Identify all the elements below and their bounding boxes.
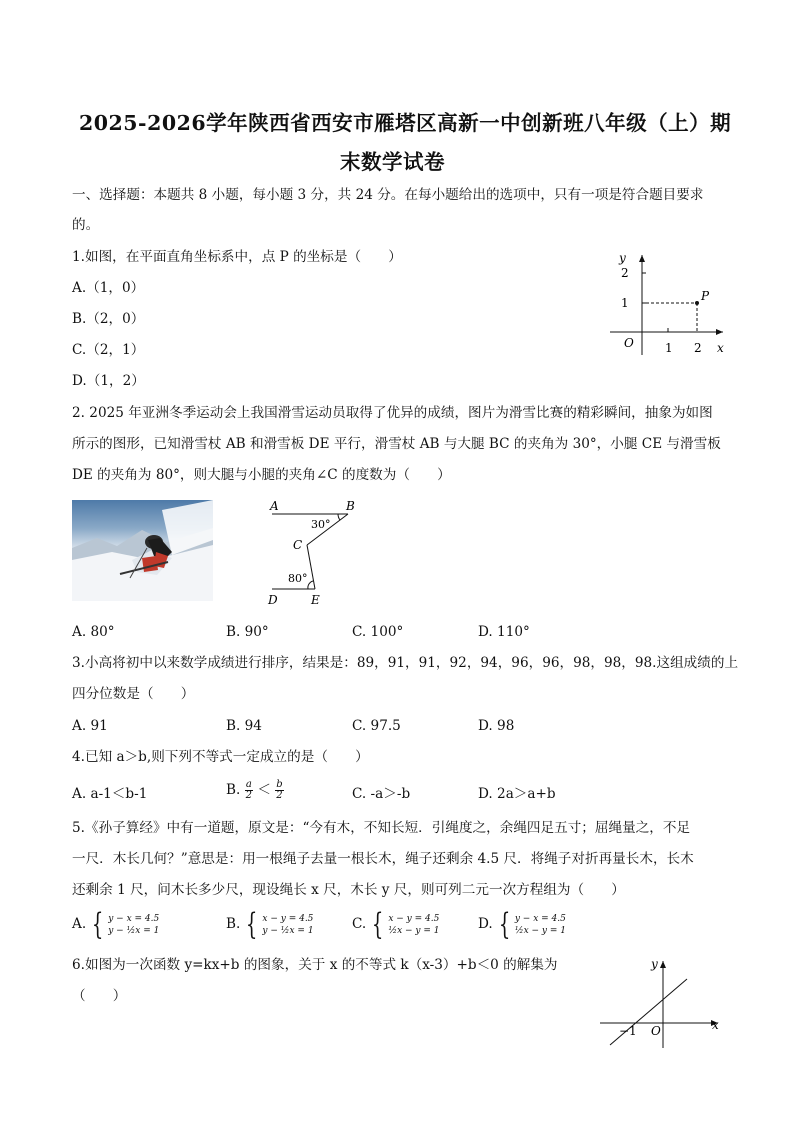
- q1-option-a[interactable]: A.（1，0）: [72, 280, 145, 296]
- q4-option-c[interactable]: C. -a＞-b: [352, 786, 411, 802]
- q1-fig-point-p: P: [701, 289, 710, 303]
- q2-option-b[interactable]: B. 90°: [226, 624, 269, 640]
- q5-option-d[interactable]: [478, 907, 566, 942]
- q2-line1: 2. 2025 年亚洲冬季运动会上我国滑雪运动员取得了优异的成绩，图片为滑雪比赛的精彩瞬间，抽象为如图: [72, 405, 713, 421]
- q2-fig-angle-30: 30°: [311, 518, 331, 531]
- frac-den: 2: [276, 790, 283, 801]
- q3-option-b[interactable]: B. 94: [226, 718, 262, 734]
- q5-line2: 一尺．木长几何？”意思是：用一根绳子去量一根长木，绳子还剩余 4.5 尺．将绳子对折再量长木，长木: [72, 851, 694, 867]
- q1-fig-tick-x2: 2: [694, 341, 702, 355]
- q6-fig-origin: O: [651, 1024, 661, 1038]
- q2-fig-angle-80: 80°: [288, 572, 308, 585]
- q1-fig-origin: O: [624, 336, 634, 350]
- q4-option-b[interactable]: [226, 780, 284, 801]
- q1-option-b[interactable]: B.（2，0）: [72, 311, 145, 327]
- brace-icon: {: [498, 907, 511, 942]
- q2-fig-point-b: B: [346, 499, 355, 513]
- q5-option-c-label: C.: [352, 916, 367, 933]
- q1-fig-x-label: x: [717, 341, 724, 355]
- q3-option-a[interactable]: A. 91: [72, 718, 108, 734]
- q6-linear-function-figure: [595, 953, 725, 1053]
- q6-line2: （ ）: [72, 988, 127, 1004]
- q2-geometry-figure: [255, 495, 375, 610]
- q1-option-c[interactable]: C.（2，1）: [72, 342, 145, 358]
- q2-skier-photo: [72, 500, 213, 601]
- q2-fig-point-e: E: [311, 593, 320, 607]
- frac-num: a: [245, 779, 252, 790]
- q5-b-eq2: y − ½x = 1: [262, 926, 314, 936]
- q2-option-a[interactable]: A. 80°: [72, 624, 115, 640]
- q5-option-c[interactable]: [352, 907, 440, 942]
- q4-fraction-b-over-2: [275, 780, 283, 801]
- q6-fig-y-label: y: [651, 957, 658, 971]
- q5-option-b-label: B.: [226, 916, 241, 933]
- q2-line3: DE 的夹角为 80°，则大腿与小腿的夹角∠C 的度数为（ ）: [72, 467, 451, 483]
- q2-fig-point-c: C: [293, 538, 303, 552]
- q1-stem: 1.如图，在平面直角坐标系中，点 P 的坐标是（ ）: [72, 249, 402, 265]
- q4-stem: 4.已知 a＞b,则下列不等式一定成立的是（ ）: [72, 749, 369, 765]
- brace-icon: {: [246, 907, 258, 942]
- q2-option-d[interactable]: D. 110°: [478, 624, 530, 640]
- q6-fig-tick-minus1: −1: [619, 1024, 637, 1038]
- q5-line1: 5.《孙子算经》中有一道题，原文是：“今有木，不知长短．引绳度之，余绳四足五寸；屈绳量之，不足: [72, 820, 691, 836]
- q4-option-d[interactable]: D. 2a＞a+b: [478, 786, 556, 802]
- q2-fig-point-d: D: [268, 593, 278, 607]
- q5-c-eq1: x − y = 4.5: [388, 913, 440, 924]
- brace-icon: {: [91, 907, 104, 942]
- frac-den: 2: [245, 790, 253, 801]
- q5-d-eq1: y − x = 4.5: [514, 913, 566, 924]
- q6-fig-x-label: x: [712, 1018, 719, 1032]
- section-header-cont: 的。: [72, 217, 100, 233]
- q1-coordinate-figure: [605, 245, 730, 360]
- q1-fig-tick-x1: 1: [665, 341, 673, 355]
- q5-d-eq2: ½x − y = 1: [514, 926, 566, 936]
- q5-c-eq2: ½x − y = 1: [388, 926, 440, 936]
- q3-line2: 四分位数是（ ）: [72, 686, 195, 702]
- q2-fig-point-a: A: [270, 499, 279, 513]
- q3-option-c[interactable]: C. 97.5: [352, 718, 401, 734]
- q4-option-a[interactable]: A. a-1＜b-1: [72, 786, 148, 802]
- brace-icon: {: [372, 907, 384, 942]
- q4-less-than: ＜: [257, 782, 271, 798]
- q1-fig-y-label: y: [619, 251, 626, 265]
- q2-line2: 所示的图形，已知滑雪杖 AB 和滑雪板 DE 平行，滑雪杖 AB 与大腿 BC 的夹角为 30°，小腿 CE 与滑雪板: [72, 436, 721, 452]
- q5-option-b[interactable]: [226, 907, 314, 942]
- q6-line1: 6.如图为一次函数 y=kx+b 的图象，关于 x 的不等式 k（x-3）+b＜0 的解集为: [72, 957, 558, 973]
- q2-option-c[interactable]: C. 100°: [352, 624, 404, 640]
- q3-option-d[interactable]: D. 98: [478, 718, 515, 734]
- q1-option-d[interactable]: D.（1，2）: [72, 373, 145, 389]
- section-header: 一、选择题：本题共 8 小题，每小题 3 分，共 24 分。在每小题给出的选项中，只有一项是符合题目要求: [72, 187, 704, 203]
- frac-num: b: [276, 779, 283, 790]
- q1-fig-tick-y1: 1: [621, 296, 629, 310]
- q1-fig-tick-y2: 2: [621, 266, 629, 280]
- page-title-line2: 末数学试卷: [340, 150, 445, 174]
- page-title-line1: 2025-2026学年陕西省西安市雁塔区高新一中创新班八年级（上）期: [79, 111, 732, 135]
- q5-option-a-label: A.: [72, 916, 87, 933]
- q5-option-d-label: D.: [478, 916, 493, 933]
- q5-b-eq1: x − y = 4.5: [262, 913, 314, 924]
- q5-option-a[interactable]: [72, 907, 160, 942]
- q5-line3: 还剩余 1 尺，问木长多少尺，现设绳长 x 尺，木长 y 尺，则可列二元一次方程组为（ ）: [72, 882, 625, 898]
- q5-a-eq2: y − ½x = 1: [108, 926, 160, 936]
- q4-fraction-a-over-2: [245, 780, 253, 801]
- q4-option-b-label: B.: [226, 782, 241, 798]
- q5-a-eq1: y − x = 4.5: [108, 913, 160, 924]
- q3-line1: 3.小高将初中以来数学成绩进行排序，结果是：89，91，91，92，94，96，96，98，98，98.这组成绩的上: [72, 655, 739, 671]
- skier-image: [72, 500, 213, 601]
